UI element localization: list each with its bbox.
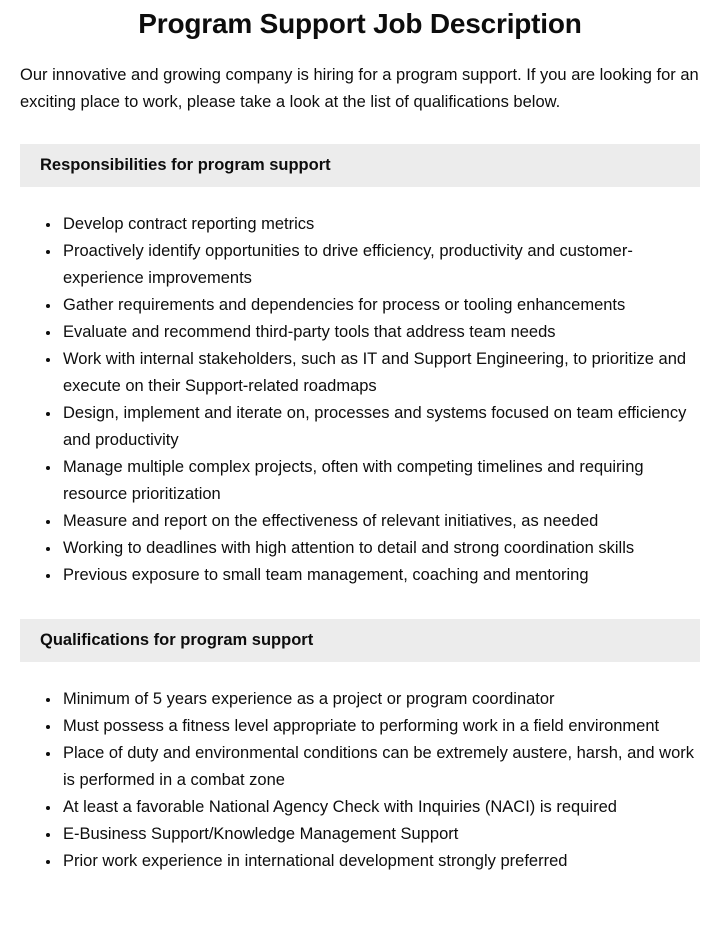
list-item: • E-Business Support/Knowledge Management Support: [61, 821, 696, 848]
qualifications-section: [20, 619, 700, 875]
list-item: • Minimum of 5 years experience as a project or program coordinator: [61, 686, 696, 713]
list-item: • Prior work experience in international development strongly preferred: [61, 848, 696, 875]
qualifications-list: [20, 686, 700, 875]
responsibilities-list: [20, 211, 700, 589]
responsibilities-section: [20, 144, 700, 589]
list-item: • Working to deadlines with high attention to detail and strong coordination skills: [61, 535, 696, 562]
list-item: • Work with internal stakeholders, such as IT and Support Engineering, to prioritize and execute on their Support-related roadmaps: [61, 346, 696, 400]
intro-paragraph: Our innovative and growing company is hiring for a program support. If you are looking for an exciting place to work, please take a look at the list of qualifications below.: [20, 66, 699, 111]
list-item: • Gather requirements and dependencies for process or tooling enhancements: [61, 292, 696, 319]
list-item: • Proactively identify opportunities to drive efficiency, productivity and customer-experience improvements: [61, 238, 696, 292]
list-item: • Measure and report on the effectiveness of relevant initiatives, as needed: [61, 508, 696, 535]
list-item: • Design, implement and iterate on, processes and systems focused on team efficiency and productivity: [61, 400, 696, 454]
responsibilities-heading: Responsibilities for program support: [20, 144, 700, 187]
list-item: • Must possess a fitness level appropriate to performing work in a field environment: [61, 713, 696, 740]
page-title: Program Support Job Description: [138, 8, 582, 39]
list-item: • Previous exposure to small team management, coaching and mentoring: [61, 562, 696, 589]
qualifications-heading: Qualifications for program support: [20, 619, 700, 662]
list-item: • Manage multiple complex projects, often with competing timelines and requiring resource prioritization: [61, 454, 696, 508]
list-item: • At least a favorable National Agency Check with Inquiries (NACI) is required: [61, 794, 696, 821]
list-item: • Place of duty and environmental conditions can be extremely austere, harsh, and work is performed in a combat zone: [61, 740, 696, 794]
list-item: • Develop contract reporting metrics: [61, 211, 696, 238]
list-item: • Evaluate and recommend third-party tools that address team needs: [61, 319, 696, 346]
